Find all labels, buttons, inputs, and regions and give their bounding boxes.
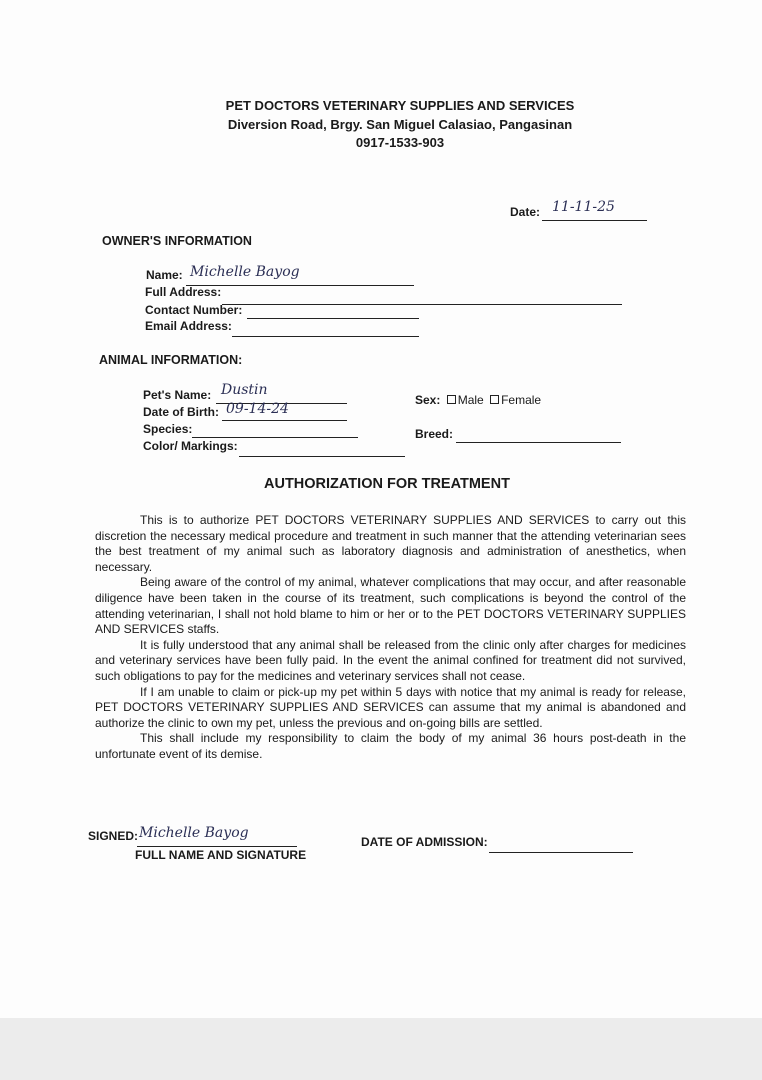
authorization-paragraph-3: It is fully understood that any animal shall be released from the clinic only after charges for medicines and veterinary services have been fully paid. In the event the animal confined for treatment did not survived, such obligations to pay for the medicines and veterinary services shall not cease. [95, 637, 686, 683]
pet-name-value: Dustin [221, 382, 268, 398]
species-label: Species: [143, 422, 193, 436]
authorization-paragraph-2: Being aware of the control of my animal, whatever complications that may occur, and after reasonable diligence have been taken in the course of its treatment, such complications is beyond the control of the attending veterinarian, I shall not hold blame to him or her or to the PET DOCTORS VETERINARY SUPPLIES AND SERVICES staffs. [95, 575, 686, 637]
company-phone: 0917-1533-903 [355, 135, 445, 150]
female-checkbox[interactable] [490, 395, 499, 404]
color-markings-field[interactable] [239, 442, 405, 457]
male-option-label: Male [457, 393, 484, 407]
owner-name-value: Michelle Bayog [190, 264, 300, 280]
authorization-paragraph-5: This shall include my responsibility to claim the body of my animal 36 hours post-death in the unfortunate event of its demise. [95, 731, 686, 761]
authorization-text [95, 513, 686, 763]
owner-contact-label: Contact Number: [145, 303, 243, 317]
color-markings-label: Color/ Markings: [143, 439, 238, 453]
admission-date-label: DATE OF ADMISSION: [361, 835, 488, 849]
date-value: 11-11-25 [552, 199, 615, 215]
sex-options [415, 393, 541, 407]
female-option-label: Female [501, 393, 542, 407]
sex-label: Sex: [415, 393, 441, 407]
owner-address-label: Full Address: [145, 285, 222, 299]
authorization-paragraph-1: This is to authorize PET DOCTORS VETERINARY SUPPLIES AND SERVICES to carry out this discretion the necessary medical procedure and treatment in such manner that the attending veterinarian sees the best treatment of my animal such as laboratory diagnosis and administration of anesthetics, when necessary. [95, 513, 686, 574]
species-field[interactable] [192, 423, 358, 438]
scan-bottom-margin [0, 1018, 762, 1080]
dob-value: 09-14-24 [226, 401, 289, 417]
pet-name-label: Pet's Name: [143, 388, 212, 402]
authorization-title: AUTHORIZATION FOR TREATMENT [264, 476, 510, 492]
authorization-paragraph-4: If I am unable to claim or pick-up my pet within 5 days with notice that my animal is ready for release, PET DOCTORS VETERINARY SUPPLIES AND SERVICES can assume that my animal is abandoned and authorize the clinic to own my pet, unless the previous and on-going bills are settled. [95, 684, 686, 730]
owner-name-label: Name: [146, 268, 183, 282]
owner-address-field[interactable] [222, 290, 622, 305]
owner-contact-field[interactable] [247, 304, 419, 319]
animal-section-title: ANIMAL INFORMATION: [99, 353, 243, 367]
date-label: Date: [510, 205, 541, 219]
male-checkbox[interactable] [447, 395, 456, 404]
owner-section-title: OWNER'S INFORMATION [102, 234, 252, 248]
company-name: PET DOCTORS VETERINARY SUPPLIES AND SERVICES [225, 98, 575, 113]
company-address: Diversion Road, Brgy. San Miguel Calasiao, Pangasinan [227, 117, 573, 132]
breed-label: Breed: [415, 427, 454, 441]
breed-field[interactable] [456, 428, 621, 443]
signature-caption: FULL NAME AND SIGNATURE [135, 848, 307, 862]
admission-date-field[interactable] [489, 838, 633, 853]
signature-value: Michelle Bayog [139, 825, 249, 841]
signed-label: SIGNED: [88, 829, 139, 843]
owner-email-field[interactable] [232, 322, 419, 337]
owner-email-label: Email Address: [145, 319, 232, 333]
dob-label: Date of Birth: [143, 405, 219, 419]
